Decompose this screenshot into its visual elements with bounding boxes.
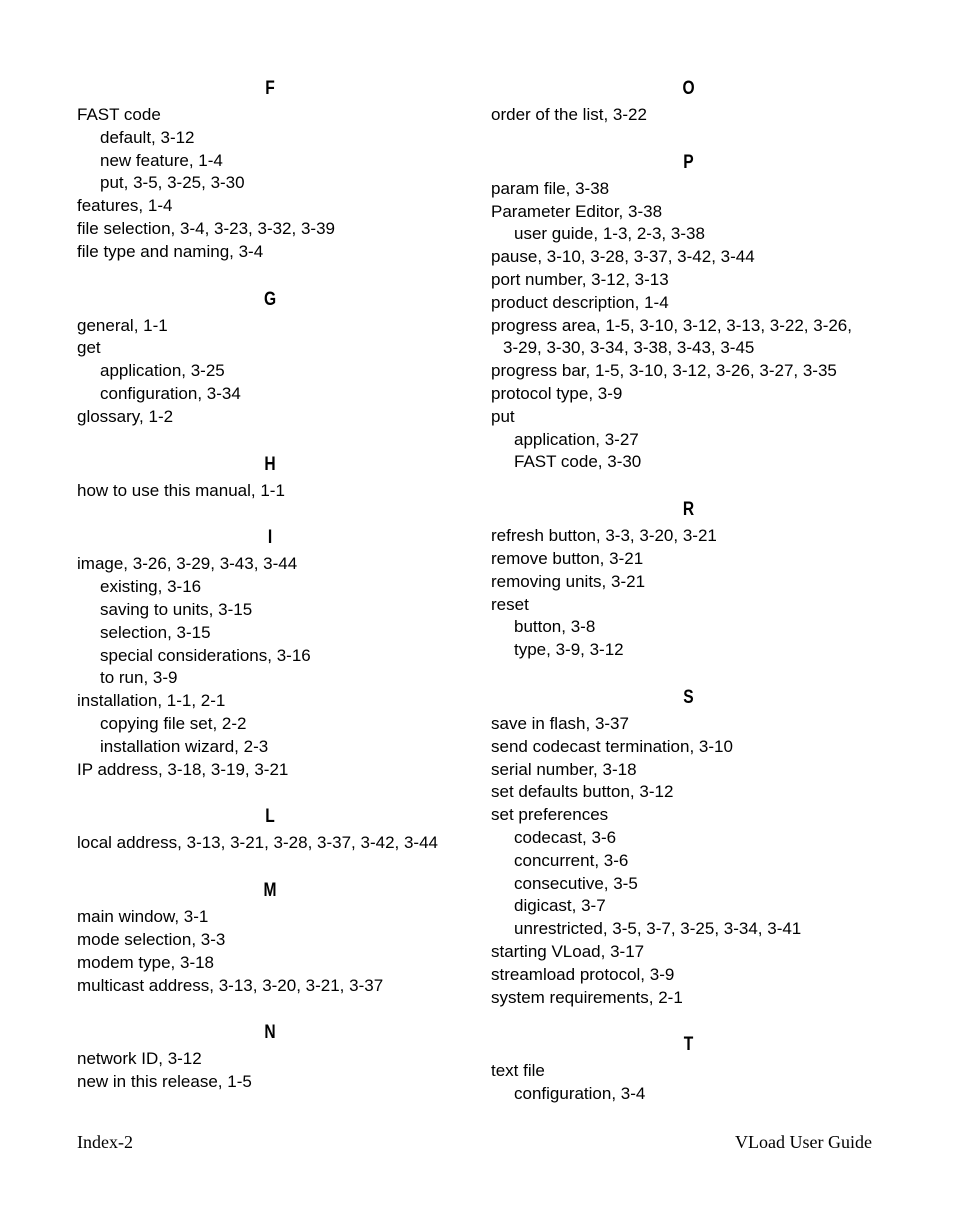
index-subentry xyxy=(491,639,886,662)
index-subentry xyxy=(77,360,463,383)
index-entry-text: button, 3-8 xyxy=(514,617,596,637)
index-subentry xyxy=(77,383,463,406)
index-entry xyxy=(77,241,463,264)
index-entry-text: set preferences xyxy=(491,805,609,825)
section-letter-heading: H xyxy=(264,453,276,475)
index-entry xyxy=(77,337,463,360)
index-entry-text: pause, 3-10, 3-28, 3-37, 3-42, 3-44 xyxy=(491,247,755,267)
index-entry-text: file type and naming, 3-4 xyxy=(77,241,264,261)
index-section-m xyxy=(77,880,463,997)
index-entry-text: reset xyxy=(491,594,529,614)
section-letter-heading: R xyxy=(682,499,695,521)
index-entry-text: new feature, 1-4 xyxy=(100,150,223,170)
document-title-footer: VLoad User Guide xyxy=(735,1132,872,1152)
index-entry-text: multicast address, 3-13, 3-20, 3-21, 3-37 xyxy=(77,975,384,995)
index-entry xyxy=(491,594,886,617)
index-entry-text: progress bar, 1-5, 3-10, 3-12, 3-26, 3-27, 3-35 xyxy=(491,361,837,381)
section-letter-heading: F xyxy=(265,78,275,99)
index-subentry xyxy=(77,150,463,173)
index-subentry xyxy=(77,667,463,690)
index-entry-text: network ID, 3-12 xyxy=(77,1049,202,1069)
section-letter-heading: G xyxy=(263,288,277,310)
index-section-l xyxy=(77,806,463,855)
index-entry xyxy=(491,964,886,987)
index-entry xyxy=(491,406,886,429)
index-entry-text: digicast, 3-7 xyxy=(514,896,606,916)
index-entry-text: IP address, 3-18, 3-19, 3-21 xyxy=(77,759,289,779)
index-subentry xyxy=(77,713,463,736)
index-entry xyxy=(491,713,886,736)
index-entry-text: send codecast termination, 3-10 xyxy=(491,736,733,756)
index-entry xyxy=(491,292,886,315)
index-subentry xyxy=(77,127,463,150)
index-subentry xyxy=(77,736,463,759)
index-entry-text: FAST code xyxy=(77,105,161,124)
section-letter-heading: S xyxy=(683,686,694,708)
index-entry-text: installation wizard, 2-3 xyxy=(100,736,269,756)
index-entry-text: removing units, 3-21 xyxy=(491,571,646,591)
index-section-r xyxy=(491,499,886,662)
index-entry-text: set defaults button, 3-12 xyxy=(491,782,674,802)
index-entry xyxy=(491,178,886,201)
index-entry xyxy=(77,929,463,952)
index-entry xyxy=(77,315,463,338)
section-letter-heading: L xyxy=(265,806,275,828)
index-subentry xyxy=(77,576,463,599)
index-entry-text: image, 3-26, 3-29, 3-43, 3-44 xyxy=(77,554,298,574)
index-entry-text: configuration, 3-34 xyxy=(100,383,241,403)
index-entry xyxy=(77,553,463,576)
index-section-f xyxy=(77,78,463,264)
index-entry-text: Parameter Editor, 3-38 xyxy=(491,201,663,221)
section-letter-heading: M xyxy=(263,880,277,902)
index-section-h xyxy=(77,454,463,503)
index-entry-text: general, 1-1 xyxy=(77,315,168,335)
index-entry-text: mode selection, 3-3 xyxy=(77,929,226,949)
index-entry-text: param file, 3-38 xyxy=(491,178,610,198)
index-entry xyxy=(77,952,463,975)
index-entry-text: saving to units, 3-15 xyxy=(100,599,253,619)
index-entry xyxy=(77,832,463,855)
index-entry xyxy=(77,759,463,782)
index-entry xyxy=(491,571,886,594)
index-column-right xyxy=(491,78,886,1131)
index-entry-continuation: 3-29, 3-30, 3-34, 3-38, 3-43, 3-45 xyxy=(503,338,755,358)
index-entry xyxy=(77,690,463,713)
index-entry-text: existing, 3-16 xyxy=(100,577,202,597)
index-entry-text: copying file set, 2-2 xyxy=(100,713,247,733)
index-subentry xyxy=(491,1083,886,1106)
index-subentry xyxy=(491,850,886,873)
index-entry xyxy=(491,315,886,361)
index-subentry xyxy=(491,827,886,850)
index-entry-text: default, 3-12 xyxy=(100,127,195,147)
index-entry-text: consecutive, 3-5 xyxy=(514,873,638,893)
index-entry-text: unrestricted, 3-5, 3-7, 3-25, 3-34, 3-41 xyxy=(514,919,802,939)
index-entry-text: application, 3-27 xyxy=(514,429,639,449)
index-subentry xyxy=(491,451,886,474)
index-entry xyxy=(491,525,886,548)
index-entry xyxy=(77,1048,463,1071)
index-entry-text: local address, 3-13, 3-21, 3-28, 3-37, 3-42, 3-44 xyxy=(77,833,438,853)
index-section-i xyxy=(77,527,463,781)
index-section-g xyxy=(77,289,463,429)
index-entry xyxy=(491,781,886,804)
index-entry xyxy=(77,480,463,503)
index-entry-text: concurrent, 3-6 xyxy=(514,850,629,870)
index-entry-text: progress area, 1-5, 3-10, 3-12, 3-13, 3-22, 3-26, xyxy=(491,315,852,335)
index-section-o xyxy=(491,78,886,127)
index-entry-text: FAST code, 3-30 xyxy=(514,452,642,472)
index-entry-text: starting VLoad, 3-17 xyxy=(491,941,645,961)
index-entry-text: special considerations, 3-16 xyxy=(100,645,311,665)
index-entry-text: remove button, 3-21 xyxy=(491,548,644,568)
index-entry xyxy=(491,360,886,383)
index-entry-text: save in flash, 3-37 xyxy=(491,713,629,733)
index-entry xyxy=(491,104,886,127)
index-subentry xyxy=(491,616,886,639)
index-entry-text: text file xyxy=(491,1061,545,1081)
index-entry-text: new in this release, 1-5 xyxy=(77,1072,252,1092)
index-entry xyxy=(77,104,463,127)
index-subentry xyxy=(491,223,886,246)
index-entry-text: installation, 1-1, 2-1 xyxy=(77,691,226,711)
index-entry xyxy=(77,218,463,241)
index-subentry xyxy=(77,645,463,668)
index-entry-text: glossary, 1-2 xyxy=(77,406,174,426)
index-subentry xyxy=(77,622,463,645)
index-entry-text: port number, 3-12, 3-13 xyxy=(491,269,669,289)
section-letter-heading: P xyxy=(683,151,694,173)
index-entry xyxy=(491,383,886,406)
index-section-s xyxy=(491,687,886,1009)
index-entry xyxy=(77,1071,463,1094)
index-entry-text: order of the list, 3-22 xyxy=(491,105,647,124)
index-section-t xyxy=(491,1034,886,1106)
index-entry xyxy=(491,548,886,571)
index-entry-text: how to use this manual, 1-1 xyxy=(77,480,285,500)
index-section-n xyxy=(77,1022,463,1094)
index-entry xyxy=(491,987,886,1010)
section-letter-heading: I xyxy=(267,527,273,549)
index-entry-text: to run, 3-9 xyxy=(100,668,178,688)
index-entry xyxy=(491,269,886,292)
index-entry-text: product description, 1-4 xyxy=(491,292,669,312)
index-entry xyxy=(491,736,886,759)
index-section-p xyxy=(491,152,886,474)
index-entry xyxy=(77,975,463,998)
index-entry xyxy=(491,246,886,269)
index-entry xyxy=(491,1060,886,1083)
index-subentry xyxy=(77,172,463,195)
section-letter-heading: O xyxy=(682,78,695,99)
index-entry xyxy=(491,201,886,224)
index-entry xyxy=(77,195,463,218)
page-number-footer: Index-2 xyxy=(77,1132,133,1152)
index-subentry xyxy=(491,895,886,918)
index-subentry xyxy=(491,918,886,941)
index-entry-text: get xyxy=(77,338,101,358)
index-entry-text: serial number, 3-18 xyxy=(491,759,637,779)
index-subentry xyxy=(491,429,886,452)
index-entry-text: system requirements, 2-1 xyxy=(491,987,683,1007)
index-entry-text: file selection, 3-4, 3-23, 3-32, 3-39 xyxy=(77,218,335,238)
index-entry xyxy=(77,406,463,429)
index-entry xyxy=(77,906,463,929)
index-entry-text: put, 3-5, 3-25, 3-30 xyxy=(100,173,245,193)
section-letter-heading: T xyxy=(683,1034,694,1056)
index-entry-text: features, 1-4 xyxy=(77,196,173,216)
index-column-left xyxy=(77,78,463,1119)
index-entry-text: put xyxy=(491,406,515,426)
index-entry-text: modem type, 3-18 xyxy=(77,952,215,972)
index-entry-text: selection, 3-15 xyxy=(100,622,211,642)
index-entry-text: main window, 3-1 xyxy=(77,907,209,927)
index-entry-text: streamload protocol, 3-9 xyxy=(491,964,675,984)
index-subentry xyxy=(491,873,886,896)
index-entry-text: refresh button, 3-3, 3-20, 3-21 xyxy=(491,526,717,546)
index-subentry xyxy=(77,599,463,622)
section-letter-heading: N xyxy=(264,1022,276,1044)
index-entry xyxy=(491,804,886,827)
index-entry xyxy=(491,759,886,782)
index-entry xyxy=(491,941,886,964)
index-entry-text: type, 3-9, 3-12 xyxy=(514,640,624,660)
index-entry-text: configuration, 3-4 xyxy=(514,1084,646,1104)
index-entry-text: codecast, 3-6 xyxy=(514,827,617,847)
index-entry-text: application, 3-25 xyxy=(100,361,225,381)
index-entry-text: user guide, 1-3, 2-3, 3-38 xyxy=(514,224,705,244)
index-entry-text: protocol type, 3-9 xyxy=(491,383,623,403)
